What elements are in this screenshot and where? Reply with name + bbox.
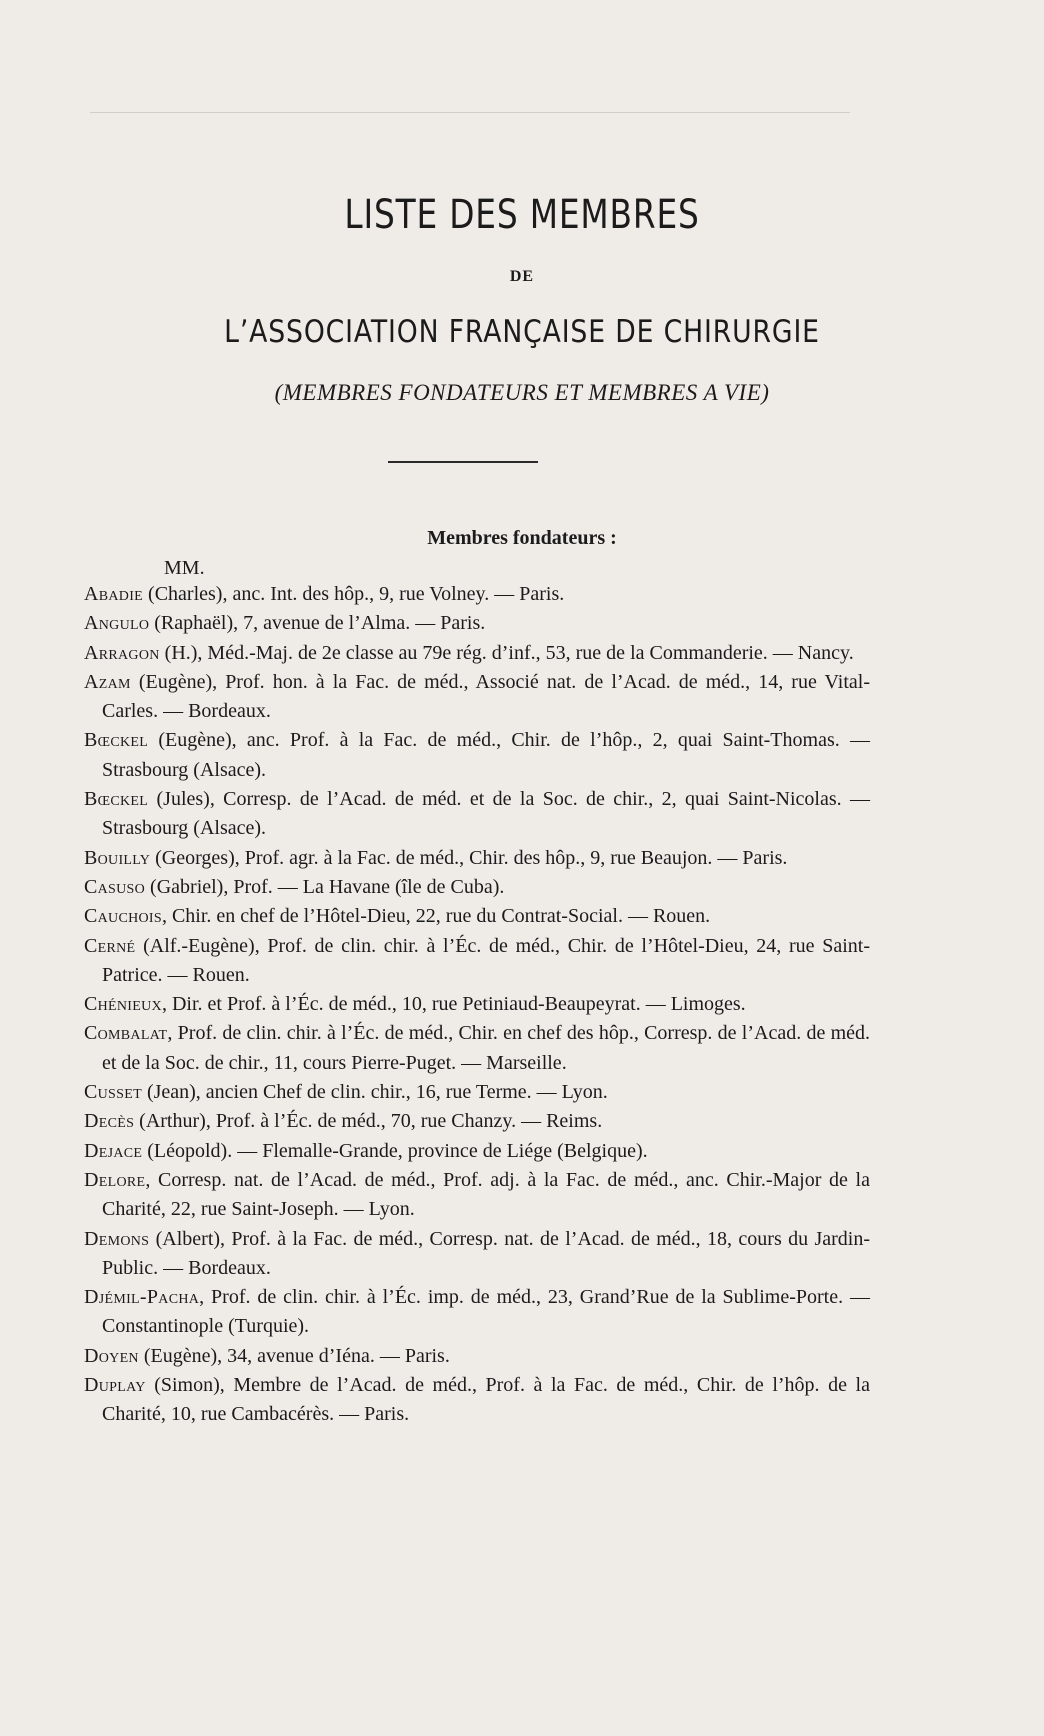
member-name: Combalat <box>84 1022 168 1045</box>
section-heading: Membres fondateurs : <box>427 527 617 549</box>
salutation: MM. <box>164 557 205 579</box>
title-connector: DE <box>509 268 535 285</box>
member-entry <box>84 639 870 668</box>
member-entry <box>84 1166 870 1225</box>
member-entry <box>84 1019 870 1078</box>
member-details: (H.), Méd.-Maj. de 2e classe au 79e rég. d’inf., 53, rue de la Commanderie. — Nancy. <box>159 641 854 664</box>
member-details: (Eugène), 34, avenue d’Iéna. — Paris. <box>138 1344 450 1367</box>
member-entry <box>84 1225 870 1284</box>
member-entry <box>84 580 870 609</box>
membership-type-heading: (MEMBRES FONDATEURS ET MEMBRES A VIE) <box>274 380 770 405</box>
member-name: Doyen <box>84 1344 139 1367</box>
page-header-rule <box>90 112 850 113</box>
member-entry <box>84 902 870 931</box>
member-name: Bouilly <box>84 846 151 869</box>
member-name: Arragon <box>84 641 160 664</box>
member-entry <box>84 1283 870 1342</box>
member-details: (Jean), ancien Chef de clin. chir., 16, rue Terme. — Lyon. <box>141 1081 608 1104</box>
member-details: (Eugène), Prof. hon. à la Fac. de méd., Associé nat. de l’Acad. de méd., 14, rue Vital-Carles. — Bordeaux. <box>102 670 870 723</box>
member-name: Delore <box>84 1168 146 1191</box>
member-name: Cusset <box>84 1081 142 1104</box>
member-details: (Eugène), anc. Prof. à la Fac. de méd., Chir. de l’hôp., 2, quai Saint-Thomas. — Strasbourg (Alsace). <box>102 729 870 781</box>
member-details: , Corresp. nat. de l’Acad. de méd., Prof. adj. à la Fac. de méd., anc. Chir.-Major de la Charité, 22, rue Saint-Joseph. — Lyon. <box>102 1168 870 1221</box>
member-details: (Albert), Prof. à la Fac. de méd., Corresp. nat. de l’Acad. de méd., 18, cours du Jardin-Public. — Bordeaux. <box>102 1227 870 1279</box>
member-name: Dejace <box>84 1139 143 1162</box>
member-list <box>84 580 870 1430</box>
member-details: (Léopold). — Flemalle-Grande, province de Liége (Belgique). <box>142 1139 648 1162</box>
member-details: , Prof. de clin. chir. à l’Éc. imp. de méd., 23, Grand’Rue de la Sublime-Porte. — Constantinople (Turquie). <box>102 1286 870 1338</box>
member-details: , Chir. en chef de l’Hôtel-Dieu, 22, rue du Contrat-Social. — Rouen. <box>161 905 711 928</box>
member-name: Cerné <box>84 934 136 957</box>
member-entry <box>84 844 870 873</box>
member-entry <box>84 1078 870 1107</box>
member-name: Bœckel <box>84 788 149 811</box>
member-entry <box>84 1342 870 1371</box>
member-details: (Alf.-Eugène), Prof. de clin. chir. à l’Éc. de méd., Chir. de l’Hôtel-Dieu, 24, rue Saint-Patrice. — Rouen. <box>102 934 870 986</box>
member-name: Demons <box>84 1227 150 1250</box>
member-entry <box>84 609 870 638</box>
member-name: Duplay <box>84 1374 146 1397</box>
member-details: , Dir. et Prof. à l’Éc. de méd., 10, rue Petiniaud-Beaupeyrat. — Limoges. <box>161 993 746 1016</box>
member-entry <box>84 668 870 727</box>
member-entry <box>84 1371 870 1430</box>
member-entry <box>84 1137 870 1166</box>
member-entry <box>84 932 870 991</box>
member-entry <box>84 785 870 844</box>
member-name: Abadie <box>84 583 144 605</box>
member-entry <box>84 726 870 785</box>
member-entry <box>84 990 870 1019</box>
member-entry <box>84 873 870 902</box>
section-divider <box>388 461 538 463</box>
member-name: Chénieux <box>84 993 162 1016</box>
member-details: (Charles), anc. Int. des hôp., 9, rue Volney. — Paris. <box>143 583 565 605</box>
member-name: Cauchois <box>84 905 162 928</box>
member-name: Djémil-Pacha <box>84 1286 200 1309</box>
member-details: (Raphaël), 7, avenue de l’Alma. — Paris. <box>149 612 486 635</box>
page-title: LISTE DES MEMBRES <box>344 192 700 238</box>
page-subtitle: L’ASSOCIATION FRANÇAISE DE CHIRURGIE <box>224 314 820 350</box>
member-details: (Simon), Membre de l’Acad. de méd., Prof. à la Fac. de méd., Chir. de l’hôp. de la Charité, 10, rue Cambacérès. — Paris. <box>102 1374 870 1426</box>
member-entry <box>84 1107 870 1136</box>
member-details: (Georges), Prof. agr. à la Fac. de méd., Chir. des hôp., 9, rue Beaujon. — Paris. <box>150 846 788 869</box>
member-details: (Arthur), Prof. à l’Éc. de méd., 70, rue Chanzy. — Reims. <box>134 1110 603 1133</box>
member-name: Casuso <box>84 875 146 898</box>
member-name: Decès <box>84 1110 135 1133</box>
member-details: (Jules), Corresp. de l’Acad. de méd. et de la Soc. de chir., 2, quai Saint-Nicolas. — Strasbourg (Alsace). <box>102 788 870 840</box>
member-details: (Gabriel), Prof. — La Havane (île de Cuba). <box>145 875 505 898</box>
member-name: Azam <box>84 670 131 693</box>
member-details: , Prof. de clin. chir. à l’Éc. de méd., Chir. en chef des hôp., Corresp. de l’Acad. de méd. et de la Soc. de chir., 11, cours Pierre-Puget. — Marseille. <box>102 1022 870 1074</box>
member-name: Angulo <box>84 612 150 635</box>
member-name: Bœckel <box>84 729 149 752</box>
